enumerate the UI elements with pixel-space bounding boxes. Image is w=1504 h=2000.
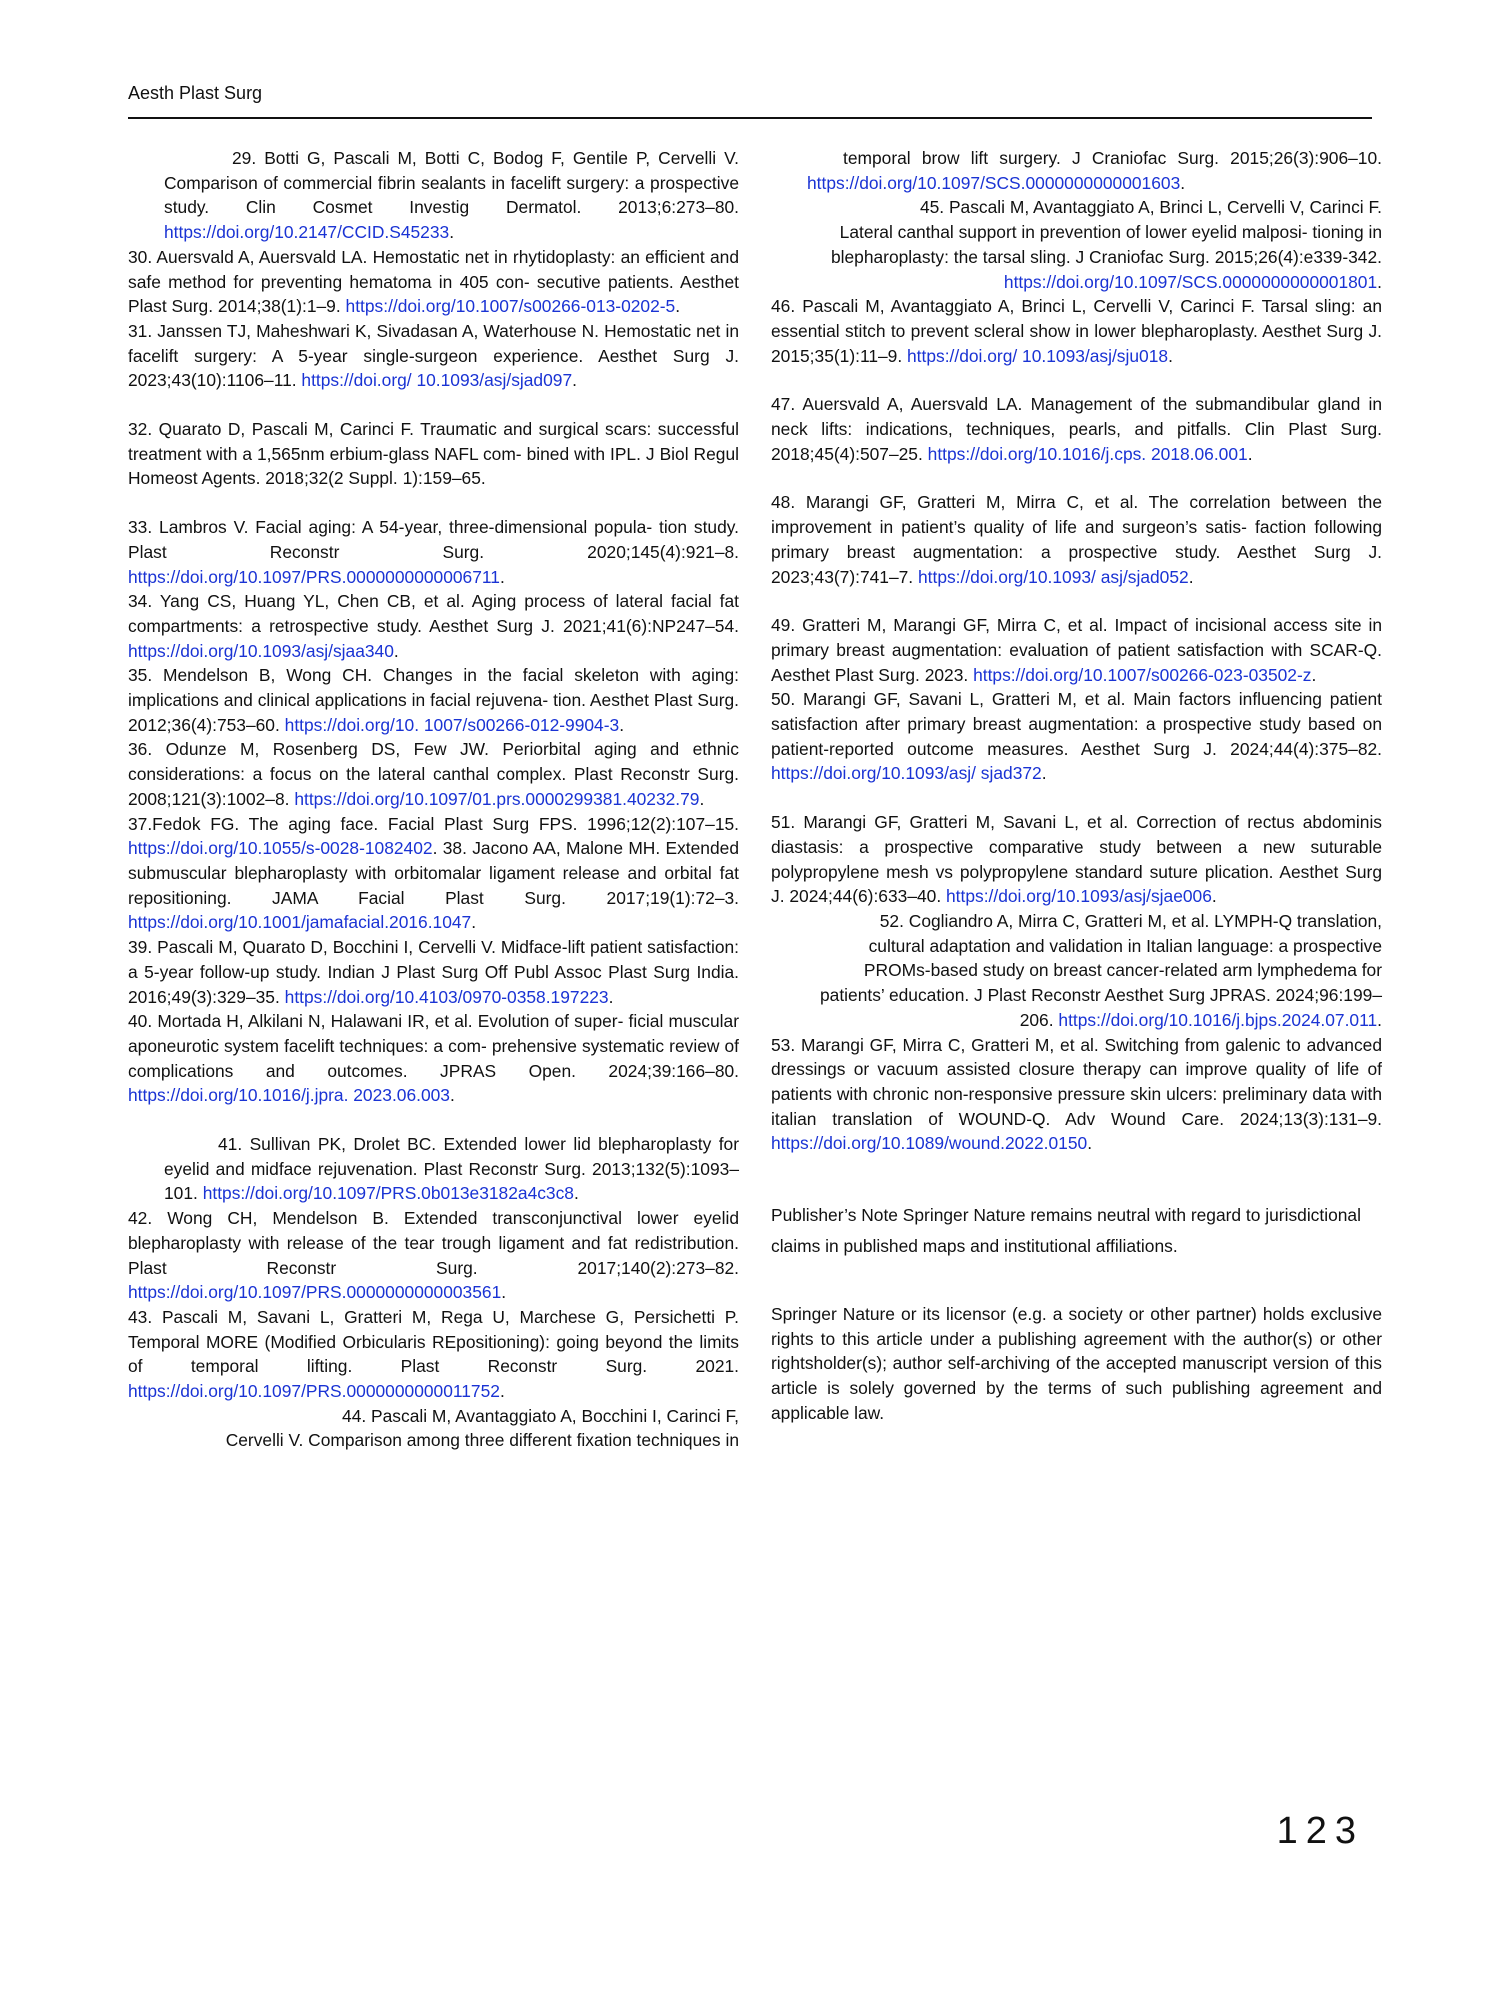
publisher-note: Publisher’s Note Springer Nature remains neutral with regard to jurisdictional claims in published maps and institutional affiliations. <box>771 1205 1361 1257</box>
reference-53: 53. Marangi GF, Mirra C, Gratteri M, et al. Switching from galenic to advanced dressings or vacuum assisted closure therapy can improve quality of life of patients with chronic non-responsive pressure skin ulcers: preliminary data with italian translation of WOUND-Q. Adv Wound Care. 2024;13(3):131–9. https://doi.org/10.1089/wound.2022.0150. <box>771 1034 1382 1154</box>
reference-29: 29. Botti G, Pascali M, Botti C, Bodog F, Gentile P, Cervelli V. Comparison of commercial fibrin sealants in facelift surgery: a prospective study. Clin Cosmet Investig Dermatol. 2013;6:273–80. https://doi.org/10.2147/CCID.S45233. <box>164 148 739 243</box>
reference-link[interactable]: https://doi.org/10.1097/01.prs.0000299381.40232.79 <box>294 788 700 809</box>
reference-link[interactable]: https://doi.org/10.1093/ asj/sjad052 <box>917 566 1189 587</box>
rights-notice: Springer Nature or its licensor (e.g. a society or other partner) holds exclusive rights to this article under a publishing agreement with the author(s) or other rightsholder(s); author self-archiving of the accepted manuscript version of this article is solely governed by the terms of such publishing agreement and applicable law. <box>771 1304 1382 1423</box>
reference-link[interactable]: https://doi.org/10.1097/PRS.0000000000006711 <box>128 566 500 587</box>
reference-41: 41. Sullivan PK, Drolet BC. Extended lower lid blepharoplasty for eyelid and midface rejuvenation. Plast Reconstr Surg. 2013;132(5):1093–101. https://doi.org/10.1097/PRS.0b013e3182a4c3c8. <box>164 1134 739 1204</box>
reference-link[interactable]: https://doi.org/10.1097/PRS.0b013e3182a4c3c8 <box>202 1183 574 1204</box>
reference-45: 45. Pascali M, Avantaggiato A, Brinci L, Cervelli V, Carinci F. Lateral canthal support in prevention of lower eyelid malposi- tioning in blepharoplasty: the tarsal sling. J Craniofac Surg. 2015;26(4):e339-342. https://doi.org/10.1097/SCS.0000000000001801. <box>830 197 1382 292</box>
page-number: 123 <box>1276 1810 1364 1852</box>
reference-link[interactable]: https://doi.org/10.1097/PRS.0000000000011752 <box>128 1381 500 1402</box>
reference-40: 40. Mortada H, Alkilani N, Halawani IR, et al. Evolution of super- ficial muscular aponeurotic system facelift techniques: a com- prehensive systematic review of complications and outcomes. JPRAS Open. 2024;39:166–80. https://doi.org/10.1016/j.jpra. 2023.06.003. <box>128 1011 739 1106</box>
reference-link[interactable]: https://doi.org/10.1089/wound.2022.0150 <box>771 1133 1088 1154</box>
reference-33: 33. Lambros V. Facial aging: A 54-year, three-dimensional popula- tion study. Plast Reconstr Surg. 2020;145(4):921–8. https://doi.org/10.1097/PRS.0000000000006711. <box>128 517 739 587</box>
left-column <box>128 146 739 1453</box>
reference-link[interactable]: https://doi.org/10.1093/asj/ sjad372 <box>771 763 1042 784</box>
reference-link[interactable]: https://doi.org/10.1007/s00266-013-0202-5 <box>345 296 676 317</box>
reference-35: 35. Mendelson B, Wong CH. Changes in the facial skeleton with aging: implications and clinical applications in facial rejuvena- tion. Aesthet Plast Surg. 2012;36(4):753–60. https://doi.org/10. 1007/s00266-012-9904-3. <box>128 665 739 735</box>
reference-link[interactable]: https://doi.org/10.1093/asj/sjaa340 <box>128 640 394 661</box>
reference-link[interactable]: https://doi.org/10.1016/j.jpra. 2023.06.003 <box>128 1085 450 1106</box>
reference-44: 44. Pascali M, Avantaggiato A, Bocchini I, Carinci F, Cervelli V. Comparison among three different fixation techniques in <box>225 1405 739 1451</box>
reference-link[interactable]: https://doi.org/10.1093/asj/sjae006 <box>946 886 1212 907</box>
reference-37-38: 37.Fedok FG. The aging face. Facial Plast Surg FPS. 1996;12(2):107–15. https://doi.org/10.1055/s-0028-1082402. 38. Jacono AA, Malone MH. Extended submuscular blepharoplasty with orbitomalar ligament release and orbital fat repositioning. JAMA Facial Plast Surg. 2017;19(1):72–3. https://doi.org/10.1001/jamafacial.2016.1047. <box>128 813 739 933</box>
reference-link[interactable]: https://doi.org/10.1007/s00266-023-03502-z <box>973 664 1312 685</box>
reference-link[interactable]: https://doi.org/10.2147/CCID.S45233 <box>164 222 450 243</box>
reference-52: 52. Cogliandro A, Mirra C, Gratteri M, et al. LYMPH-Q translation, cultural adaptation and validation in Italian language: a prospective PROMs-based study on breast cancer-related arm lymphedema for patients’ education. J Plast Reconstr Aesthet Surg JPRAS. 2024;96:199–206. https://doi.org/10.1016/j.bjps.2024.07.011. <box>820 910 1382 1030</box>
reference-43: 43. Pascali M, Savani L, Gratteri M, Rega U, Marchese G, Persichetti P. Temporal MORE (Modified Orbicularis REpositioning): going beyond the limits of temporal lifting. Plast Reconstr Surg. 2021. https://doi.org/10.1097/PRS.0000000000011752. <box>128 1306 739 1402</box>
journal-title: Aesth Plast Surg <box>128 83 263 103</box>
reference-link[interactable]: https://doi.org/10.1016/j.cps. 2018.06.001 <box>927 443 1248 464</box>
reference-42: 42. Wong CH, Mendelson B. Extended transconjunctival lower eyelid blepharoplasty with release of the tear trough ligament and fat redistribution. Plast Reconstr Surg. 2017;140(2):273–82. https://doi.org/10.1097/PRS.0000000000003561. <box>128 1208 739 1303</box>
reference-44-continued: temporal brow lift surgery. J Craniofac Surg. 2015;26(3):906–10. https://doi.org/10.1097/SCS.0000000000001603. <box>807 148 1382 193</box>
reference-link[interactable]: https://doi.org/10.1001/jamafacial.2016.1047 <box>128 912 472 933</box>
reference-link[interactable]: https://doi.org/10.1097/SCS.0000000000001801 <box>1003 271 1378 292</box>
reference-32: 32. Quarato D, Pascali M, Carinci F. Traumatic and surgical scars: successful treatment with a 1,565nm erbium-glass NAFL com- bined with IPL. J Biol Regul Homeost Agents. 2018;32(2 Suppl. 1):159–65. <box>128 419 739 489</box>
reference-link[interactable]: https://doi.org/10.4103/0970-0358.197223 <box>284 986 609 1007</box>
reference-30: 30. Auersvald A, Auersvald LA. Hemostatic net in rhytidoplasty: an efficient and safe method for preventing hematoma in 405 con- secutive patients. Aesthet Plast Surg. 2014;38(1):1–9. https://doi.org/10.1007/s00266-013-0202-5. <box>128 246 739 317</box>
reference-39: 39. Pascali M, Quarato D, Bocchini I, Cervelli V. Midface-lift patient satisfaction: a 5-year follow-up study. Indian J Plast Surg Off Publ Assoc Plast Surg India. 2016;49(3):329–35. https://doi.org/10.4103/0970-0358.197223. <box>128 937 739 1007</box>
reference-47: 47. Auersvald A, Auersvald LA. Management of the submandibular gland in neck lifts: indications, techniques, pearls, and pitfalls. Clin Plast Surg. 2018;45(4):507–25. https://doi.org/10.1016/j.cps. 2018.06.001. <box>771 394 1382 464</box>
reference-48: 48. Marangi GF, Gratteri M, Mirra C, et al. The correlation between the improvement in patient’s quality of life and surgeon’s satis- faction following primary breast augmentation: a prospective study. Aesthet Surg J. 2023;43(7):741–7. https://doi.org/10.1093/ asj/sjad052. <box>771 492 1382 587</box>
reference-46: 46. Pascali M, Avantaggiato A, Brinci L, Cervelli V, Carinci F. Tarsal sling: an essential stitch to prevent scleral show in lower blepharoplasty. Aesthet Surg J. 2015;35(1):11–9. https://doi.org/ 10.1093/asj/sju018. <box>771 296 1382 366</box>
reference-link[interactable]: https://doi.org/10.1055/s-0028-1082402 <box>128 838 433 859</box>
reference-link[interactable]: https://doi.org/10. 1007/s00266-012-9904-3 <box>284 714 620 735</box>
reference-31: 31. Janssen TJ, Maheshwari K, Sivadasan A, Waterhouse N. Hemostatic net in facelift surgery: A 5-year single-surgeon experience. Aesthet Surg J. 2023;43(10):1106–11. https://doi.org/ 10.1093/asj/sjad097. <box>128 320 739 391</box>
reference-link[interactable]: https://doi.org/10.1097/PRS.0000000000003561 <box>128 1282 502 1303</box>
reference-49: 49. Gratteri M, Marangi GF, Mirra C, et al. Impact of incisional access site in primary breast augmentation: evaluation of patient satisfaction with SCAR-Q. Aesthet Plast Surg. 2023. https://doi.org/10.1007/s00266-023-03502-z. <box>771 615 1382 685</box>
reference-50: 50. Marangi GF, Savani L, Gratteri M, et al. Main factors influencing patient satisfaction after primary breast augmentation: a prospective study based on patient-reported outcome measures. Aesthet Surg J. 2024;44(4):375–82. https://doi.org/10.1093/asj/ sjad372. <box>771 689 1382 784</box>
reference-link[interactable]: https://doi.org/ 10.1093/asj/sju018 <box>907 345 1169 366</box>
reference-link[interactable]: https://doi.org/10.1016/j.bjps.2024.07.011 <box>1058 1009 1378 1030</box>
running-header <box>128 82 1372 119</box>
reference-34: 34. Yang CS, Huang YL, Chen CB, et al. Aging process of lateral facial fat compartments: a retrospective study. Aesthet Surg J. 2021;41(6):NP247–54. https://doi.org/10.1093/asj/sjaa340. <box>128 591 739 661</box>
reference-link[interactable]: https://doi.org/ 10.1093/asj/sjad097 <box>301 370 573 391</box>
right-column <box>771 146 1382 1426</box>
reference-36: 36. Odunze M, Rosenberg DS, Few JW. Periorbital aging and ethnic considerations: a focus on the lateral canthal complex. Plast Reconstr Surg. 2008;121(3):1002–8. https://doi.org/10.1097/01.prs.0000299381.40232.79. <box>128 739 739 809</box>
reference-link[interactable]: https://doi.org/10.1097/SCS.0000000000001603 <box>807 172 1181 193</box>
reference-51: 51. Marangi GF, Gratteri M, Savani L, et al. Correction of rectus abdominis diastasis: a prospective comparative study between a new suturable polypropylene mesh vs polypropylene standard suture plication. Aesthet Surg J. 2024;44(6):633–40. https://doi.org/10.1093/asj/sjae006. <box>771 812 1382 907</box>
